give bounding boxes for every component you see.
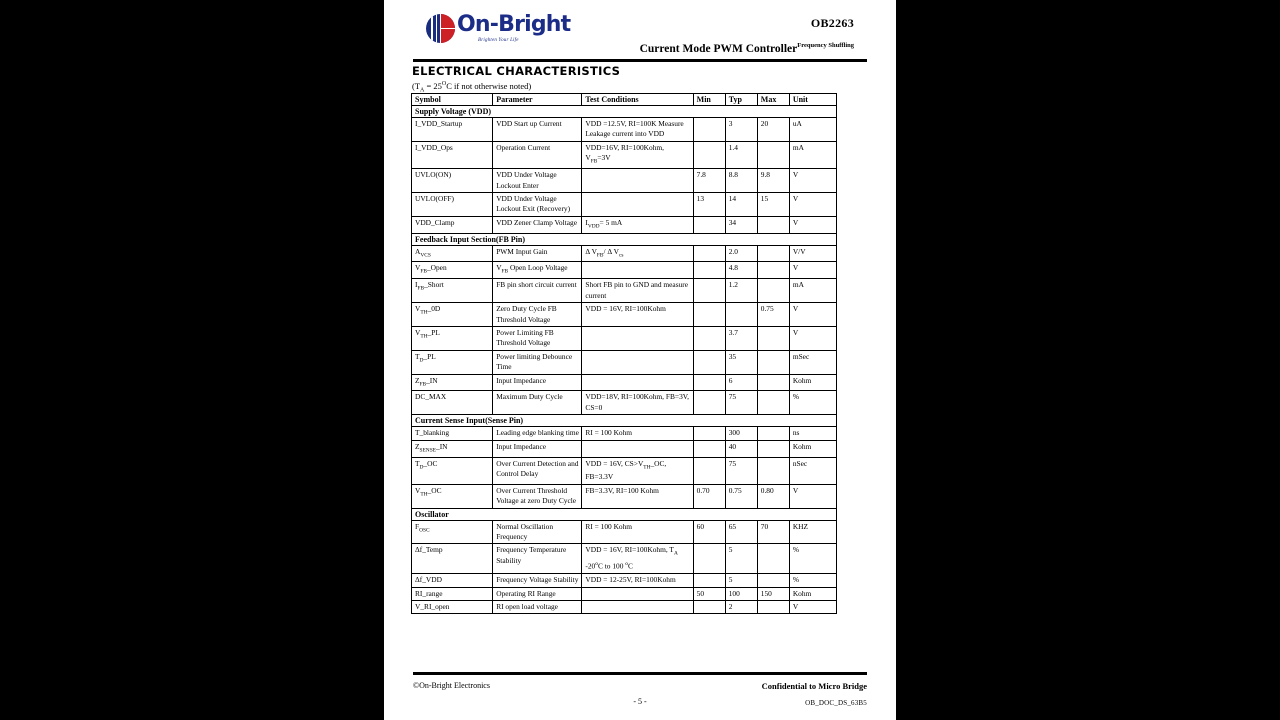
test-conditions-cell — [582, 374, 693, 391]
table-row — [412, 350, 837, 374]
max-cell — [757, 544, 789, 574]
test-conditions-cell — [582, 169, 693, 193]
typ-cell: 75 — [725, 457, 757, 484]
max-cell — [757, 391, 789, 415]
symbol-cell: UVLO(ON) — [412, 169, 493, 193]
footer-page-number: - 5 - — [633, 697, 647, 706]
max-cell — [757, 601, 789, 614]
symbol-cell: $V_{FB}\_Open$ — [412, 262, 493, 279]
typ-cell: 3.7 — [725, 326, 757, 350]
test-condition-note — [412, 81, 531, 94]
footer-document-id: OB_DOC_DS_63B5 — [805, 699, 867, 707]
column-header-typ: Typ — [725, 94, 757, 106]
unit-cell: Kohm — [789, 374, 836, 391]
min-cell — [693, 391, 725, 415]
table-row — [412, 245, 837, 262]
typ-cell: 4.8 — [725, 262, 757, 279]
typ-cell: 40 — [725, 440, 757, 457]
unit-cell: mA — [789, 141, 836, 168]
table-row — [412, 574, 837, 587]
test-conditions-cell: $I_{VDD}= 5$ mA — [582, 216, 693, 233]
header-rule — [413, 59, 867, 62]
unit-cell: Kohm — [789, 587, 836, 600]
table-row — [412, 279, 837, 303]
min-cell: 60 — [693, 520, 725, 544]
min-cell — [693, 374, 725, 391]
unit-cell: V — [789, 601, 836, 614]
table-row — [412, 484, 837, 508]
typ-cell: 5 — [725, 574, 757, 587]
test-conditions-cell: VDD = 16V, RI=100Kohm — [582, 303, 693, 327]
parameter-cell: RI open load voltage — [493, 601, 582, 614]
test-conditions-cell: FB=3.3V, RI=100 Kohm — [582, 484, 693, 508]
table-group-header — [412, 508, 837, 520]
column-header-symbol: Symbol — [412, 94, 493, 106]
unit-cell: V — [789, 484, 836, 508]
min-cell: 13 — [693, 192, 725, 216]
test-conditions-cell: VDD = 12-25V, RI=100Kohm — [582, 574, 693, 587]
unit-cell: V — [789, 169, 836, 193]
unit-cell: % — [789, 544, 836, 574]
table-row — [412, 391, 837, 415]
table-row — [412, 141, 837, 168]
parameter-cell: VDD Start up Current — [493, 118, 582, 142]
symbol-cell: Δf_Temp — [412, 544, 493, 574]
min-cell — [693, 262, 725, 279]
parameter-cell: Over Current Detection and Control Delay — [493, 457, 582, 484]
max-cell — [757, 216, 789, 233]
typ-cell: 300 — [725, 427, 757, 440]
parameter-cell: Power limiting Debounce Time — [493, 350, 582, 374]
min-cell — [693, 574, 725, 587]
footer-copyright: ©On-Bright Electronics — [413, 681, 490, 690]
min-cell — [693, 216, 725, 233]
test-conditions-cell — [582, 192, 693, 216]
table-row — [412, 216, 837, 233]
min-cell — [693, 544, 725, 574]
min-cell — [693, 326, 725, 350]
min-cell: 0.70 — [693, 484, 725, 508]
parameter-cell: Frequency Temperature Stability — [493, 544, 582, 574]
parameter-cell: Leading edge blanking time — [493, 427, 582, 440]
test-conditions-cell — [582, 326, 693, 350]
max-cell: 9.8 — [757, 169, 789, 193]
subtitle-text: Current Mode PWM Controller — [639, 42, 798, 55]
table-row — [412, 587, 837, 600]
table-body — [412, 106, 837, 614]
table-row — [412, 192, 837, 216]
min-cell — [693, 350, 725, 374]
min-cell — [693, 141, 725, 168]
parameter-cell: VDD Under Voltage Lockout Enter — [493, 169, 582, 193]
max-cell — [757, 279, 789, 303]
test-conditions-cell: Δ $V_{FB}/$ Δ $V_{cs}$ — [582, 245, 693, 262]
typ-cell: 2.0 — [725, 245, 757, 262]
column-header-max: Max — [757, 94, 789, 106]
test-conditions-cell: RI = 100 Kohm — [582, 520, 693, 544]
test-conditions-cell: VDD = 16V, RI=100Kohm, $T_A$ -20$^o$C to 100 $^o$C — [582, 544, 693, 574]
symbol-cell: UVLO(OFF) — [412, 192, 493, 216]
max-cell — [757, 262, 789, 279]
typ-cell: 75 — [725, 391, 757, 415]
table-header-row — [412, 94, 837, 106]
min-cell: 50 — [693, 587, 725, 600]
symbol-cell: $T_D\_PL$ — [412, 350, 493, 374]
table-row — [412, 520, 837, 544]
typ-cell: 65 — [725, 520, 757, 544]
parameter-cell: PWM Input Gain — [493, 245, 582, 262]
min-cell — [693, 427, 725, 440]
test-conditions-cell: RI = 100 Kohm — [582, 427, 693, 440]
min-cell — [693, 118, 725, 142]
table-row — [412, 440, 837, 457]
unit-cell: KHZ — [789, 520, 836, 544]
test-conditions-cell: VDD=18V, RI=100Kohm, FB=3V, CS=0 — [582, 391, 693, 415]
max-cell: 0.80 — [757, 484, 789, 508]
datasheet-page — [384, 0, 896, 720]
symbol-cell: V_RI_open — [412, 601, 493, 614]
table-row — [412, 544, 837, 574]
parameter-cell: Operation Current — [493, 141, 582, 168]
group-label: Current Sense Input(Sense Pin) — [412, 415, 837, 427]
parameter-cell: Input Impedance — [493, 374, 582, 391]
min-cell: 7.8 — [693, 169, 725, 193]
typ-cell: 6 — [725, 374, 757, 391]
symbol-cell: $T_D\_OC$ — [412, 457, 493, 484]
test-conditions-cell: VDD =12.5V, RI=100K Measure Leakage current into VDD — [582, 118, 693, 142]
max-cell — [757, 141, 789, 168]
symbol-cell: $F_{OSC}$ — [412, 520, 493, 544]
parameter-cell: Maximum Duty Cycle — [493, 391, 582, 415]
max-cell — [757, 457, 789, 484]
symbol-cell: I_VDD_Ops — [412, 141, 493, 168]
symbol-cell: T_blanking — [412, 427, 493, 440]
max-cell — [757, 574, 789, 587]
column-header-parameter: Parameter — [493, 94, 582, 106]
footer-confidential-notice: Confidential to Micro Bridge — [761, 681, 867, 691]
note-part-3: C if not otherwise noted) — [446, 81, 532, 91]
page-title: ELECTRICAL CHARACTERISTICS — [412, 64, 621, 78]
part-number: OB2263 — [810, 16, 854, 30]
max-cell — [757, 245, 789, 262]
table-row — [412, 427, 837, 440]
document-subtitle — [640, 42, 854, 55]
unit-cell: nSec — [789, 457, 836, 484]
parameter-cell: Operating RI Range — [493, 587, 582, 600]
symbol-cell: $V_{TH}\_OC$ — [412, 484, 493, 508]
symbol-cell: $A_{VCS}$ — [412, 245, 493, 262]
symbol-cell: $V_{TH}\_0D$ — [412, 303, 493, 327]
parameter-cell: Over Current Threshold Voltage at zero Duty Cycle — [493, 484, 582, 508]
symbol-cell: $Z_{FB}\_IN$ — [412, 374, 493, 391]
footer-rule — [413, 672, 867, 675]
table-group-header — [412, 415, 837, 427]
table-row — [412, 169, 837, 193]
max-cell — [757, 326, 789, 350]
table-row — [412, 118, 837, 142]
symbol-cell: $I_{FB}\_Short$ — [412, 279, 493, 303]
unit-cell: Kohm — [789, 440, 836, 457]
typ-cell: 0.75 — [725, 484, 757, 508]
symbol-cell: $Z_{SENSE}\_IN$ — [412, 440, 493, 457]
min-cell — [693, 457, 725, 484]
column-header-unit: Unit — [789, 94, 836, 106]
parameter-cell: Zero Duty Cycle FB Threshold Voltage — [493, 303, 582, 327]
parameter-cell: VDD Under Voltage Lockout Exit (Recovery) — [493, 192, 582, 216]
typ-cell: 2 — [725, 601, 757, 614]
unit-cell: % — [789, 391, 836, 415]
table-group-header — [412, 106, 837, 118]
unit-cell: V — [789, 303, 836, 327]
max-cell — [757, 440, 789, 457]
max-cell: 20 — [757, 118, 789, 142]
group-label: Oscillator — [412, 508, 837, 520]
column-header-min: Min — [693, 94, 725, 106]
typ-cell: 34 — [725, 216, 757, 233]
on-bright-logo — [426, 13, 576, 49]
table-row — [412, 326, 837, 350]
table-row — [412, 601, 837, 614]
min-cell — [693, 440, 725, 457]
group-label: Feedback Input Section(FB Pin) — [412, 233, 837, 245]
typ-cell: 5 — [725, 544, 757, 574]
min-cell — [693, 245, 725, 262]
table-group-header — [412, 233, 837, 245]
note-part-1: (T — [412, 81, 421, 91]
symbol-cell: DC_MAX — [412, 391, 493, 415]
on-bright-logo-mark-icon — [426, 14, 455, 43]
max-cell: 15 — [757, 192, 789, 216]
unit-cell: V — [789, 326, 836, 350]
max-cell: 70 — [757, 520, 789, 544]
typ-cell: 14 — [725, 192, 757, 216]
max-cell — [757, 374, 789, 391]
parameter-cell: Normal Oscillation Frequency — [493, 520, 582, 544]
min-cell — [693, 601, 725, 614]
typ-cell: 1.2 — [725, 279, 757, 303]
typ-cell: 8.8 — [725, 169, 757, 193]
max-cell — [757, 350, 789, 374]
unit-cell: V/V — [789, 245, 836, 262]
test-conditions-cell — [582, 601, 693, 614]
unit-cell: uA — [789, 118, 836, 142]
note-subscript: A — [420, 87, 425, 94]
symbol-cell: RI_range — [412, 587, 493, 600]
typ-cell — [725, 303, 757, 327]
test-conditions-cell — [582, 440, 693, 457]
symbol-cell: I_VDD_Startup — [412, 118, 493, 142]
unit-cell: V — [789, 192, 836, 216]
column-header-test-conditions: Test Conditions — [582, 94, 693, 106]
symbol-cell: Δf_VDD — [412, 574, 493, 587]
test-conditions-cell: VDD = 16V, $CS>V_{TH}\_OC$, FB=3.3V — [582, 457, 693, 484]
typ-cell: 35 — [725, 350, 757, 374]
subtitle-superscript: Frequency Shuffling — [797, 42, 854, 49]
test-conditions-cell: Short FB pin to GND and measure current — [582, 279, 693, 303]
min-cell — [693, 279, 725, 303]
note-part-2: = 25 — [424, 81, 442, 91]
unit-cell: mSec — [789, 350, 836, 374]
test-conditions-cell — [582, 587, 693, 600]
table-row — [412, 457, 837, 484]
max-cell: 150 — [757, 587, 789, 600]
logo-tagline: Brighten Your Life — [478, 38, 519, 43]
logo-wordmark: On-Bright — [457, 12, 571, 37]
parameter-cell: $V_{FB}$ Open Loop Voltage — [493, 262, 582, 279]
parameter-cell: FB pin short circuit current — [493, 279, 582, 303]
unit-cell: V — [789, 216, 836, 233]
table-row — [412, 303, 837, 327]
parameter-cell: VDD Zener Clamp Voltage — [493, 216, 582, 233]
electrical-characteristics-table — [411, 93, 837, 614]
test-conditions-cell — [582, 262, 693, 279]
page-header — [384, 0, 896, 58]
parameter-cell: Input Impedance — [493, 440, 582, 457]
unit-cell: V — [789, 262, 836, 279]
unit-cell: ns — [789, 427, 836, 440]
symbol-cell: VDD_Clamp — [412, 216, 493, 233]
parameter-cell: Frequency Voltage Stability — [493, 574, 582, 587]
typ-cell: 1.4 — [725, 141, 757, 168]
symbol-cell: $V_{TH}\_PL$ — [412, 326, 493, 350]
typ-cell: 100 — [725, 587, 757, 600]
table-row — [412, 262, 837, 279]
unit-cell: % — [789, 574, 836, 587]
parameter-cell: Power Limiting FB Threshold Voltage — [493, 326, 582, 350]
max-cell — [757, 427, 789, 440]
note-superscript: O — [441, 81, 447, 88]
test-conditions-cell: VDD=16V, RI=100Kohm, $V_{FB}=3V$ — [582, 141, 693, 168]
test-conditions-cell — [582, 350, 693, 374]
unit-cell: mA — [789, 279, 836, 303]
group-label: Supply Voltage (VDD) — [412, 106, 837, 118]
table-row — [412, 374, 837, 391]
min-cell — [693, 303, 725, 327]
typ-cell: 3 — [725, 118, 757, 142]
max-cell: 0.75 — [757, 303, 789, 327]
